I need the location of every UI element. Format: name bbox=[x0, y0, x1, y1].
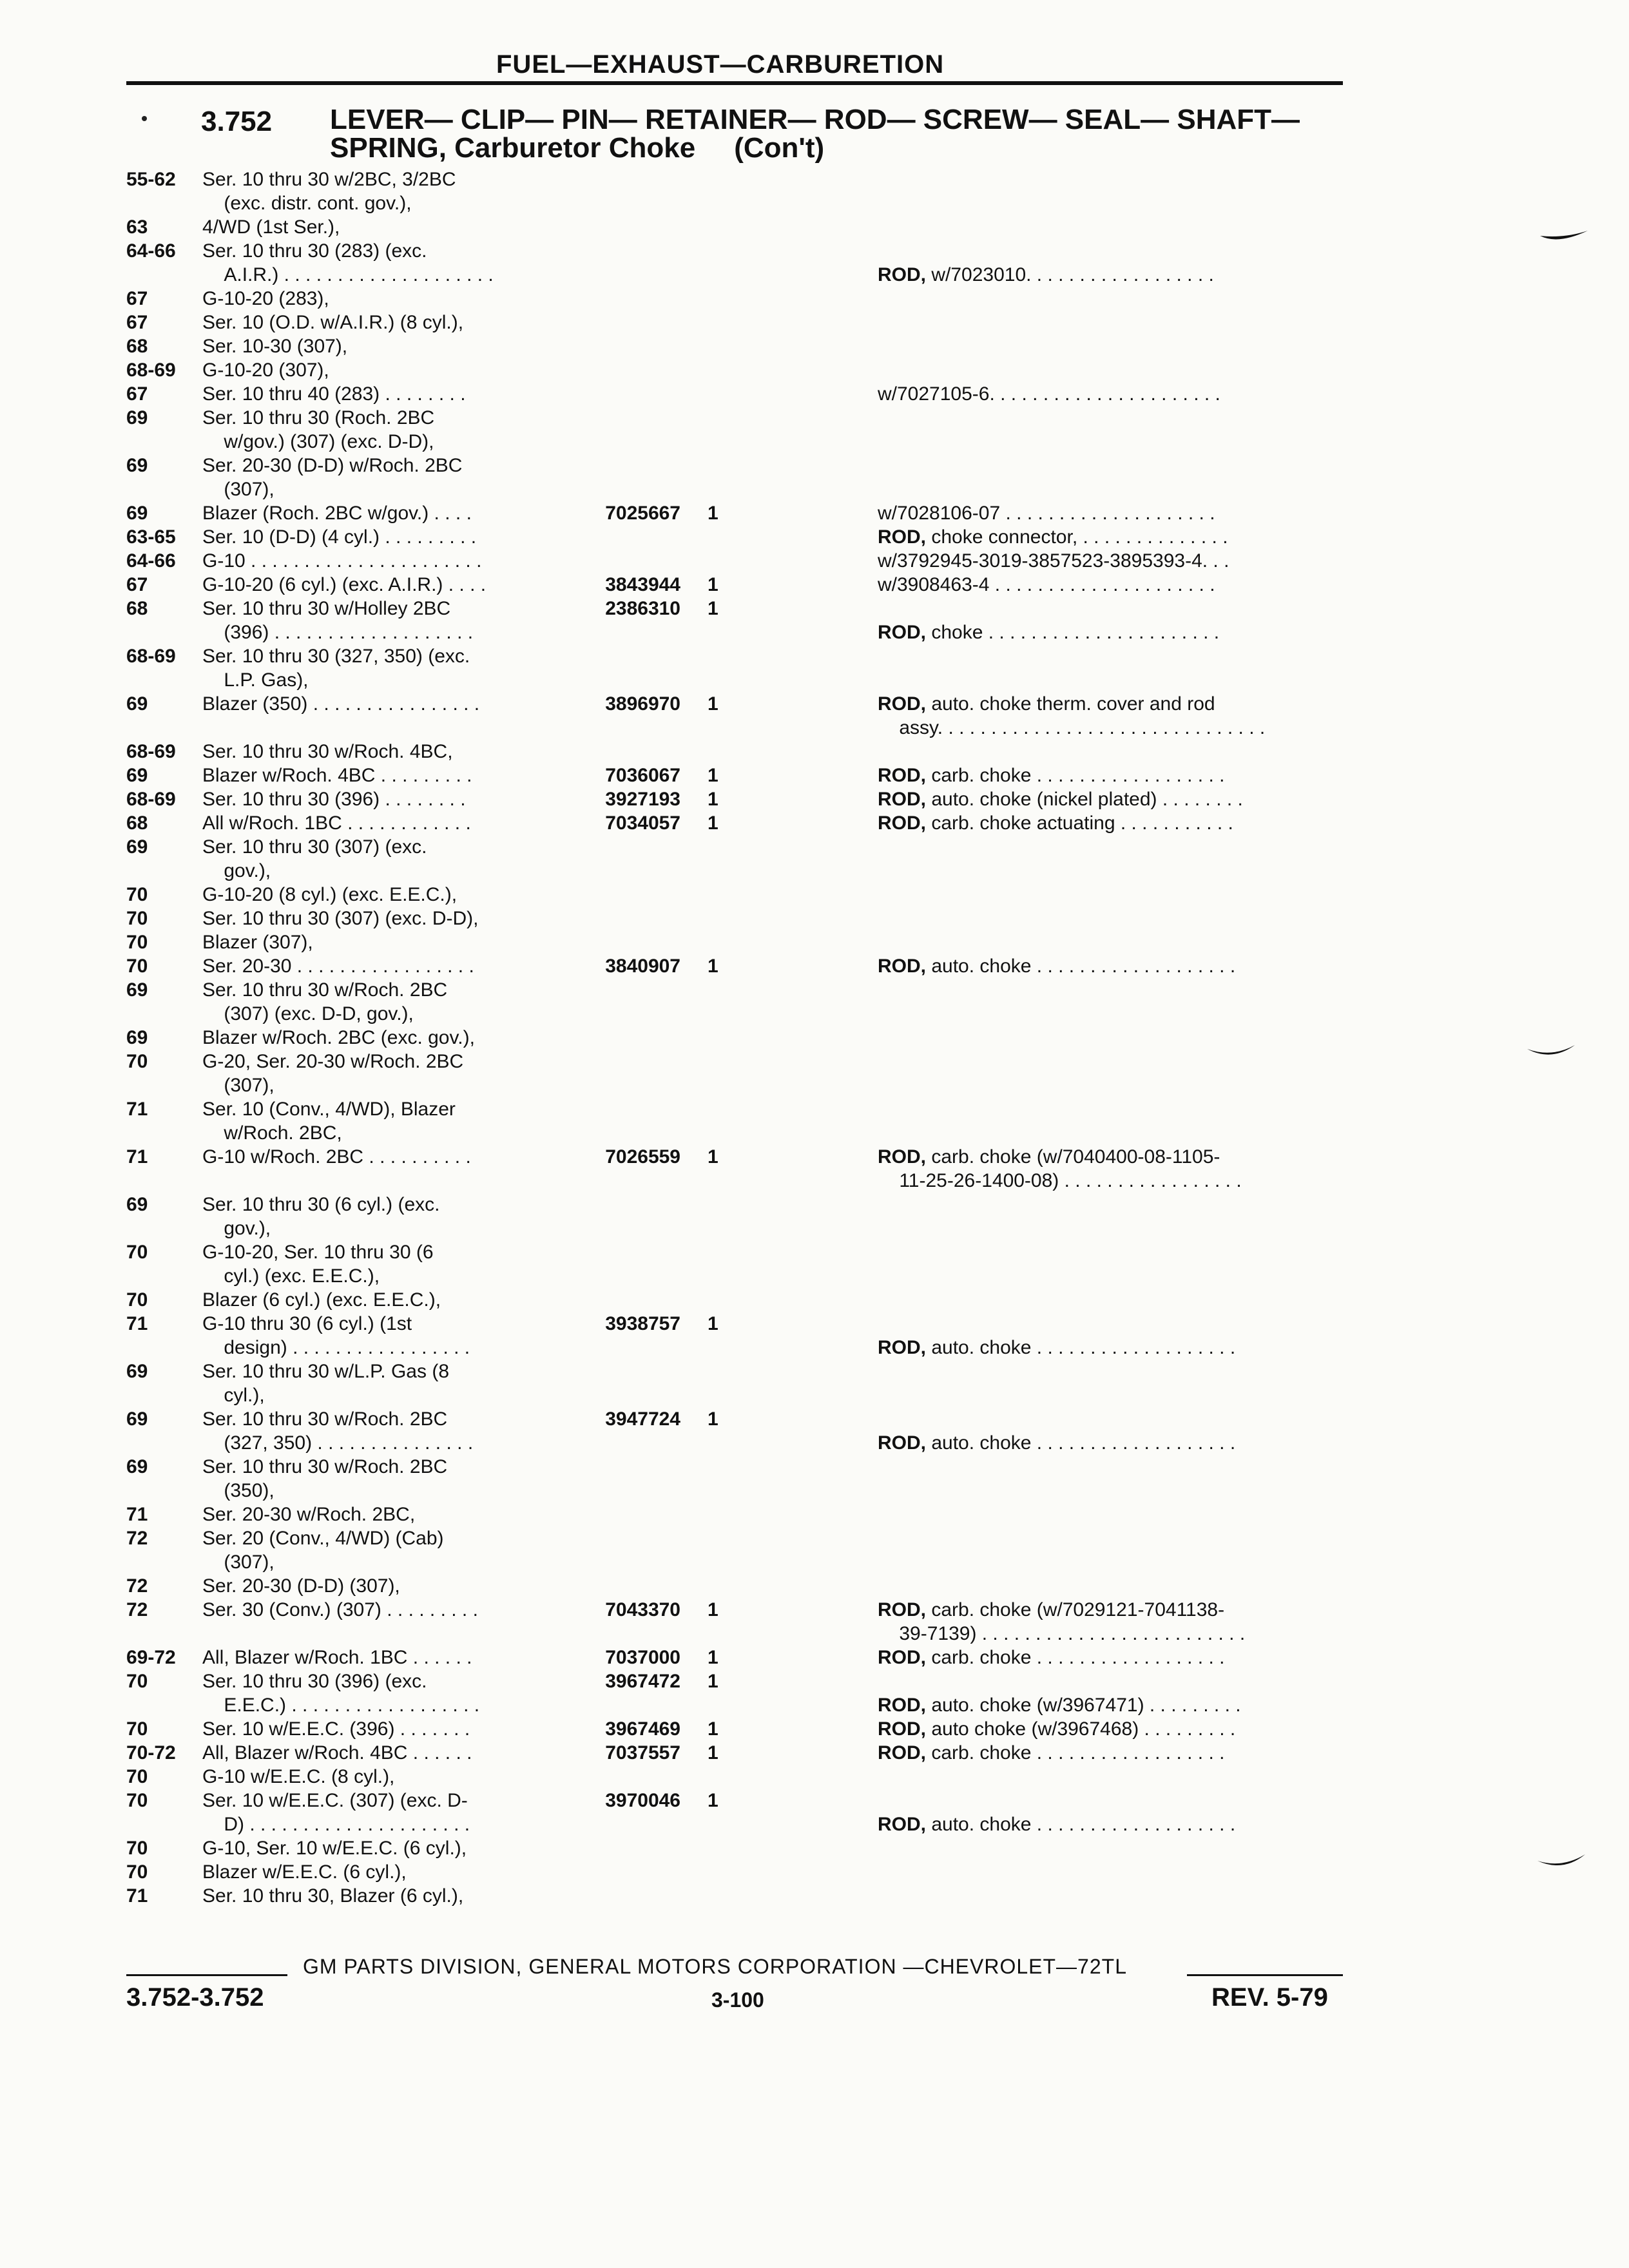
part-type-label: ROD, bbox=[878, 693, 926, 715]
model-year: 69 bbox=[126, 1194, 148, 1215]
model-description: Ser. 10-30 (307), bbox=[202, 336, 348, 357]
model-year: 70 bbox=[126, 1838, 148, 1859]
part-type-label: ROD, bbox=[878, 526, 926, 548]
model-description: G-10-20 (283), bbox=[202, 288, 329, 309]
model-description: Ser. 10 (O.D. w/A.I.R.) (8 cyl.), bbox=[202, 312, 464, 333]
quantity: 1 bbox=[708, 1313, 718, 1334]
table-row bbox=[0, 930, 1629, 954]
part-description: ROD, auto. choke (nickel plated) . . . . . . . . bbox=[878, 789, 1243, 810]
model-description: G-10 thru 30 (6 cyl.) (1st design) . . . . . . . . . . . . . . . . . bbox=[202, 1313, 470, 1358]
model-description: Ser. 20-30 (D-D) (307), bbox=[202, 1575, 400, 1597]
part-description: ROD, carb. choke . . . . . . . . . . . . . . . . . . bbox=[878, 1647, 1225, 1668]
model-description: All, Blazer w/Roch. 1BC . . . . . . bbox=[202, 1647, 472, 1668]
model-year: 68-69 bbox=[126, 646, 176, 667]
part-number: 7036067 bbox=[605, 765, 680, 786]
model-year: 71 bbox=[126, 1146, 148, 1168]
model-year: 71 bbox=[126, 1504, 148, 1525]
model-description: All w/Roch. 1BC . . . . . . . . . . . . bbox=[202, 812, 471, 834]
table-row bbox=[0, 358, 1629, 382]
quantity: 1 bbox=[708, 812, 718, 834]
model-description: Ser. 30 (Conv.) (307) . . . . . . . . . bbox=[202, 1599, 478, 1620]
part-description: ROD, auto. choke . . . . . . . . . . . . . . . . . . . bbox=[878, 1814, 1236, 1835]
model-year: 71 bbox=[126, 1885, 148, 1907]
model-description: Ser. 10 w/E.E.C. (307) (exc. D- D) . . . . . . . . . . . . . . . . . . . . . bbox=[202, 1790, 470, 1835]
part-description: w/7027105-6. . . . . . . . . . . . . . . . . . . . . . bbox=[878, 383, 1220, 405]
part-number: 3843944 bbox=[605, 574, 680, 595]
quantity: 1 bbox=[708, 765, 718, 786]
table-row bbox=[0, 644, 1629, 692]
model-description: G-20, Ser. 20-30 w/Roch. 2BC (307), bbox=[202, 1051, 464, 1096]
model-description: Blazer w/Roch. 2BC (exc. gov.), bbox=[202, 1027, 475, 1048]
part-number: 3927193 bbox=[605, 789, 680, 810]
table-row bbox=[0, 1240, 1629, 1288]
model-year: 70-72 bbox=[126, 1742, 176, 1763]
table-row bbox=[0, 1288, 1629, 1312]
title-rule bbox=[126, 81, 1343, 85]
table-row bbox=[0, 692, 1629, 740]
table-row bbox=[0, 1765, 1629, 1789]
model-year: 70 bbox=[126, 932, 148, 953]
table-row bbox=[0, 740, 1629, 764]
model-year: 70 bbox=[126, 1766, 148, 1787]
model-year: 72 bbox=[126, 1599, 148, 1620]
section-title bbox=[330, 106, 1348, 162]
model-year: 70 bbox=[126, 1671, 148, 1692]
part-description: ROD, auto. choke . . . . . . . . . . . . . . . . . . . bbox=[878, 956, 1236, 977]
model-year: 70 bbox=[126, 908, 148, 929]
model-description: Ser. 10 (Conv., 4/WD), Blazer w/Roch. 2BC, bbox=[202, 1099, 456, 1144]
model-description: Blazer (6 cyl.) (exc. E.E.C.), bbox=[202, 1289, 441, 1311]
table-row bbox=[0, 1717, 1629, 1741]
model-year: 67 bbox=[126, 288, 148, 309]
model-description: Ser. 10 thru 30 (Roch. 2BC w/gov.) (307) (exc. D-D), bbox=[202, 407, 435, 452]
model-year: 69 bbox=[126, 407, 148, 428]
parts-list bbox=[0, 168, 1629, 1908]
model-year: 69 bbox=[126, 1456, 148, 1477]
model-description: Ser. 10 thru 30 (327, 350) (exc. L.P. Gas), bbox=[202, 646, 470, 691]
table-row bbox=[0, 1860, 1629, 1884]
binder-hole-mark-icon bbox=[1539, 228, 1590, 245]
model-description: Ser. 10 thru 30 (307) (exc. gov.), bbox=[202, 836, 427, 881]
model-year: 70 bbox=[126, 1861, 148, 1883]
model-year: 72 bbox=[126, 1528, 148, 1549]
model-description: G-10, Ser. 10 w/E.E.C. (6 cyl.), bbox=[202, 1838, 467, 1859]
model-description: Ser. 10 thru 30 (396) (exc. E.E.C.) . . . . . . . . . . . . . . . . . . bbox=[202, 1671, 480, 1716]
model-year: 63 bbox=[126, 216, 148, 238]
model-year: 70 bbox=[126, 956, 148, 977]
part-type-label: ROD, bbox=[878, 1146, 926, 1168]
footer-page-number: 3-100 bbox=[711, 1988, 764, 2012]
model-description: All, Blazer w/Roch. 4BC . . . . . . bbox=[202, 1742, 472, 1763]
quantity: 1 bbox=[708, 1146, 718, 1168]
table-row bbox=[0, 1455, 1629, 1503]
model-description: Ser. 10 thru 30 w/L.P. Gas (8 cyl.), bbox=[202, 1361, 449, 1406]
model-description: Blazer (350) . . . . . . . . . . . . . . . . bbox=[202, 693, 480, 715]
quantity: 1 bbox=[708, 574, 718, 595]
model-year: 70 bbox=[126, 884, 148, 905]
model-year: 55-62 bbox=[126, 169, 176, 190]
model-description: Blazer (Roch. 2BC w/gov.) . . . . bbox=[202, 503, 472, 524]
table-row bbox=[0, 1360, 1629, 1407]
part-type-label: ROD, bbox=[878, 1742, 926, 1763]
table-row bbox=[0, 501, 1629, 525]
model-description: Ser. 10 thru 30 w/2BC, 3/2BC (exc. distr. cont. gov.), bbox=[202, 169, 456, 214]
table-row bbox=[0, 1574, 1629, 1598]
table-row bbox=[0, 811, 1629, 835]
part-type-label: ROD, bbox=[878, 1718, 926, 1740]
model-year: 69 bbox=[126, 693, 148, 715]
part-description: ROD, auto. choke (w/3967471) . . . . . . . . . bbox=[878, 1695, 1241, 1716]
part-number: 7025667 bbox=[605, 503, 680, 524]
table-row bbox=[0, 239, 1629, 287]
part-number: 2386310 bbox=[605, 598, 680, 619]
quantity: 1 bbox=[708, 1718, 718, 1740]
part-description: ROD, carb. choke . . . . . . . . . . . . . . . . . . bbox=[878, 765, 1225, 786]
table-row bbox=[0, 1884, 1629, 1908]
model-year: 68-69 bbox=[126, 360, 176, 381]
table-row bbox=[0, 1789, 1629, 1836]
part-type-label: ROD, bbox=[878, 264, 926, 285]
section-number: 3.752 bbox=[201, 106, 273, 137]
part-number: 7037557 bbox=[605, 1742, 680, 1763]
table-row bbox=[0, 382, 1629, 406]
table-row bbox=[0, 1050, 1629, 1097]
model-year: 69 bbox=[126, 836, 148, 858]
quantity: 1 bbox=[708, 1599, 718, 1620]
model-year: 67 bbox=[126, 383, 148, 405]
quantity: 1 bbox=[708, 1647, 718, 1668]
part-number: 3840907 bbox=[605, 956, 680, 977]
model-year: 71 bbox=[126, 1099, 148, 1120]
model-year: 63-65 bbox=[126, 526, 176, 548]
part-number: 3967472 bbox=[605, 1671, 680, 1692]
model-year: 71 bbox=[126, 1313, 148, 1334]
model-description: Ser. 10 w/E.E.C. (396) . . . . . . . bbox=[202, 1718, 470, 1740]
part-type-label: ROD, bbox=[878, 1814, 926, 1835]
part-number: 3967469 bbox=[605, 1718, 680, 1740]
table-row bbox=[0, 525, 1629, 549]
part-description: w/3792945-3019-3857523-3895393-4. . . bbox=[878, 550, 1229, 572]
model-description: Blazer w/Roch. 4BC . . . . . . . . . bbox=[202, 765, 472, 786]
model-description: Ser. 10 (D-D) (4 cyl.) . . . . . . . . . bbox=[202, 526, 477, 548]
model-year: 69 bbox=[126, 1408, 148, 1430]
table-row bbox=[0, 1646, 1629, 1669]
model-year: 67 bbox=[126, 574, 148, 595]
part-type-label: ROD, bbox=[878, 812, 926, 834]
model-year: 69 bbox=[126, 1027, 148, 1048]
part-description: ROD, carb. choke actuating . . . . . . . . . . . bbox=[878, 812, 1233, 834]
model-year: 64-66 bbox=[126, 240, 176, 262]
page-title: FUEL—EXHAUST—CARBURETION bbox=[496, 50, 945, 79]
part-description: ROD, carb. choke (w/7029121-7041138- 39-7139) . . . . . . . . . . . . . . . . . . . . . . . . . bbox=[878, 1599, 1246, 1644]
model-year: 70 bbox=[126, 1718, 148, 1740]
model-description: Ser. 20 (Conv., 4/WD) (Cab) (307), bbox=[202, 1528, 444, 1573]
part-description: ROD, auto. choke . . . . . . . . . . . . . . . . . . . bbox=[878, 1432, 1236, 1454]
part-number: 7034057 bbox=[605, 812, 680, 834]
part-number: 3938757 bbox=[605, 1313, 680, 1334]
section-continued: (Con't) bbox=[734, 132, 825, 164]
table-row bbox=[0, 168, 1629, 215]
model-description: 4/WD (1st Ser.), bbox=[202, 216, 340, 238]
part-description: ROD, w/7023010. . . . . . . . . . . . . . . . . . bbox=[878, 264, 1214, 285]
table-row bbox=[0, 978, 1629, 1026]
part-number: 3896970 bbox=[605, 693, 680, 715]
table-row bbox=[0, 1312, 1629, 1360]
model-year: 64-66 bbox=[126, 550, 176, 572]
quantity: 1 bbox=[708, 1742, 718, 1763]
model-description: Ser. 10 thru 30 w/Holley 2BC (396) . . . . . . . . . . . . . . . . . . . bbox=[202, 598, 474, 643]
table-row bbox=[0, 1526, 1629, 1574]
footer-section-range: 3.752-3.752 bbox=[126, 1983, 264, 2012]
model-description: Ser. 20-30 w/Roch. 2BC, bbox=[202, 1504, 416, 1525]
quantity: 1 bbox=[708, 789, 718, 810]
table-row bbox=[0, 835, 1629, 883]
model-description: Ser. 10 thru 40 (283) . . . . . . . . bbox=[202, 383, 466, 405]
table-row bbox=[0, 549, 1629, 573]
footer-revision: REV. 5-79 bbox=[1211, 1983, 1328, 2012]
model-description: Ser. 10 thru 30 (396) . . . . . . . . bbox=[202, 789, 466, 810]
quantity: 1 bbox=[708, 503, 718, 524]
model-year: 68 bbox=[126, 336, 148, 357]
model-year: 69 bbox=[126, 503, 148, 524]
model-description: G-10-20 (6 cyl.) (exc. A.I.R.) . . . . bbox=[202, 574, 487, 595]
footer-rule-right bbox=[1187, 1974, 1343, 1976]
model-description: Ser. 10 thru 30 (283) (exc. A.I.R.) . . . . . . . . . . . . . . . . . . . . bbox=[202, 240, 494, 285]
model-description: Ser. 20-30 (D-D) w/Roch. 2BC (307), bbox=[202, 455, 463, 500]
quantity: 1 bbox=[708, 1790, 718, 1811]
model-description: Ser. 10 thru 30, Blazer (6 cyl.), bbox=[202, 1885, 464, 1907]
table-row bbox=[0, 454, 1629, 501]
part-type-label: ROD, bbox=[878, 622, 926, 643]
part-number: 7037000 bbox=[605, 1647, 680, 1668]
model-description: G-10-20 (307), bbox=[202, 360, 329, 381]
table-row bbox=[0, 334, 1629, 358]
table-row bbox=[0, 287, 1629, 311]
part-description: ROD, choke . . . . . . . . . . . . . . . . . . . . . . bbox=[878, 622, 1220, 643]
table-row bbox=[0, 907, 1629, 930]
table-row bbox=[0, 1836, 1629, 1860]
quantity: 1 bbox=[708, 693, 718, 715]
model-description: G-10 . . . . . . . . . . . . . . . . . . . . . . bbox=[202, 550, 482, 572]
model-year: 70 bbox=[126, 1289, 148, 1311]
part-number: 3970046 bbox=[605, 1790, 680, 1811]
table-row bbox=[0, 1145, 1629, 1193]
model-description: Ser. 20-30 . . . . . . . . . . . . . . . . . bbox=[202, 956, 474, 977]
quantity: 1 bbox=[708, 598, 718, 619]
table-row bbox=[0, 311, 1629, 334]
part-type-label: ROD, bbox=[878, 765, 926, 786]
binder-hole-mark-icon bbox=[1526, 1044, 1577, 1061]
table-row bbox=[0, 1026, 1629, 1050]
model-year: 69 bbox=[126, 979, 148, 1001]
footer-rule-left bbox=[126, 1974, 287, 1976]
stray-dot bbox=[142, 116, 147, 121]
part-number: 7043370 bbox=[605, 1599, 680, 1620]
table-row bbox=[0, 1598, 1629, 1646]
section-title-text: LEVER— CLIP— PIN— RETAINER— ROD— SCREW— SEAL— SHAFT— SPRING, Carburetor Choke bbox=[330, 104, 1300, 164]
model-description: Ser. 10 thru 30 (6 cyl.) (exc. gov.), bbox=[202, 1194, 440, 1239]
part-type-label: ROD, bbox=[878, 1695, 926, 1716]
model-description: Ser. 10 thru 30 (307) (exc. D-D), bbox=[202, 908, 479, 929]
model-year: 67 bbox=[126, 312, 148, 333]
model-year: 69-72 bbox=[126, 1647, 176, 1668]
model-description: Blazer (307), bbox=[202, 932, 313, 953]
table-row bbox=[0, 1097, 1629, 1145]
table-row bbox=[0, 215, 1629, 239]
model-description: Ser. 10 thru 30 w/Roch. 2BC (307) (exc. D-D, gov.), bbox=[202, 979, 448, 1024]
model-year: 70 bbox=[126, 1051, 148, 1072]
model-description: Ser. 10 thru 30 w/Roch. 2BC (350), bbox=[202, 1456, 448, 1501]
table-row bbox=[0, 406, 1629, 454]
model-description: Ser. 10 thru 30 w/Roch. 4BC, bbox=[202, 741, 453, 762]
part-number: 3947724 bbox=[605, 1408, 680, 1430]
model-year: 68 bbox=[126, 598, 148, 619]
part-description: ROD, choke connector, . . . . . . . . . . . . . . bbox=[878, 526, 1228, 548]
model-description: Ser. 10 thru 30 w/Roch. 2BC (327, 350) . . . . . . . . . . . . . . . bbox=[202, 1408, 474, 1454]
part-description: ROD, carb. choke . . . . . . . . . . . . . . . . . . bbox=[878, 1742, 1225, 1763]
table-row bbox=[0, 1741, 1629, 1765]
model-year: 70 bbox=[126, 1790, 148, 1811]
model-description: G-10-20 (8 cyl.) (exc. E.E.C.), bbox=[202, 884, 458, 905]
model-description: G-10-20, Ser. 10 thru 30 (6 cyl.) (exc. E.E.C.), bbox=[202, 1242, 434, 1287]
model-year: 69 bbox=[126, 765, 148, 786]
model-description: Blazer w/E.E.C. (6 cyl.), bbox=[202, 1861, 407, 1883]
part-description: ROD, auto. choke therm. cover and rod assy. . . . . . . . . . . . . . . . . . . . . . . . . . . . . . . bbox=[878, 693, 1266, 738]
part-description: ROD, carb. choke (w/7040400-08-1105- 11-25-26-1400-08) . . . . . . . . . . . . . . . . . bbox=[878, 1146, 1242, 1191]
part-type-label: ROD, bbox=[878, 1647, 926, 1668]
table-row bbox=[0, 1407, 1629, 1455]
part-number: 7026559 bbox=[605, 1146, 680, 1168]
table-row bbox=[0, 954, 1629, 978]
part-type-label: ROD, bbox=[878, 789, 926, 810]
table-row bbox=[0, 1669, 1629, 1717]
quantity: 1 bbox=[708, 956, 718, 977]
model-year: 69 bbox=[126, 455, 148, 476]
part-description: w/7028106-07 . . . . . . . . . . . . . . . . . . . . bbox=[878, 503, 1215, 524]
model-description: G-10 w/E.E.C. (8 cyl.), bbox=[202, 1766, 395, 1787]
part-description: ROD, auto. choke . . . . . . . . . . . . . . . . . . . bbox=[878, 1337, 1236, 1358]
model-year: 72 bbox=[126, 1575, 148, 1597]
part-type-label: ROD, bbox=[878, 1599, 926, 1620]
quantity: 1 bbox=[708, 1408, 718, 1430]
table-row bbox=[0, 764, 1629, 787]
part-description: w/3908463-4 . . . . . . . . . . . . . . . . . . . . . bbox=[878, 574, 1215, 595]
table-row bbox=[0, 1503, 1629, 1526]
model-year: 69 bbox=[126, 1361, 148, 1382]
model-year: 68-69 bbox=[126, 741, 176, 762]
table-row bbox=[0, 787, 1629, 811]
quantity: 1 bbox=[708, 1671, 718, 1692]
table-row bbox=[0, 597, 1629, 644]
table-row bbox=[0, 883, 1629, 907]
table-row bbox=[0, 573, 1629, 597]
footer-credit: GM PARTS DIVISION, GENERAL MOTORS CORPORATION —CHEVROLET—72TL bbox=[303, 1955, 1127, 1978]
model-year: 68-69 bbox=[126, 789, 176, 810]
model-year: 68 bbox=[126, 812, 148, 834]
part-type-label: ROD, bbox=[878, 956, 926, 977]
model-description: G-10 w/Roch. 2BC . . . . . . . . . . bbox=[202, 1146, 471, 1168]
part-type-label: ROD, bbox=[878, 1337, 926, 1358]
model-year: 70 bbox=[126, 1242, 148, 1263]
part-type-label: ROD, bbox=[878, 1432, 926, 1454]
part-description: ROD, auto choke (w/3967468) . . . . . . . . . bbox=[878, 1718, 1236, 1740]
binder-hole-mark-icon bbox=[1536, 1853, 1588, 1870]
table-row bbox=[0, 1193, 1629, 1240]
